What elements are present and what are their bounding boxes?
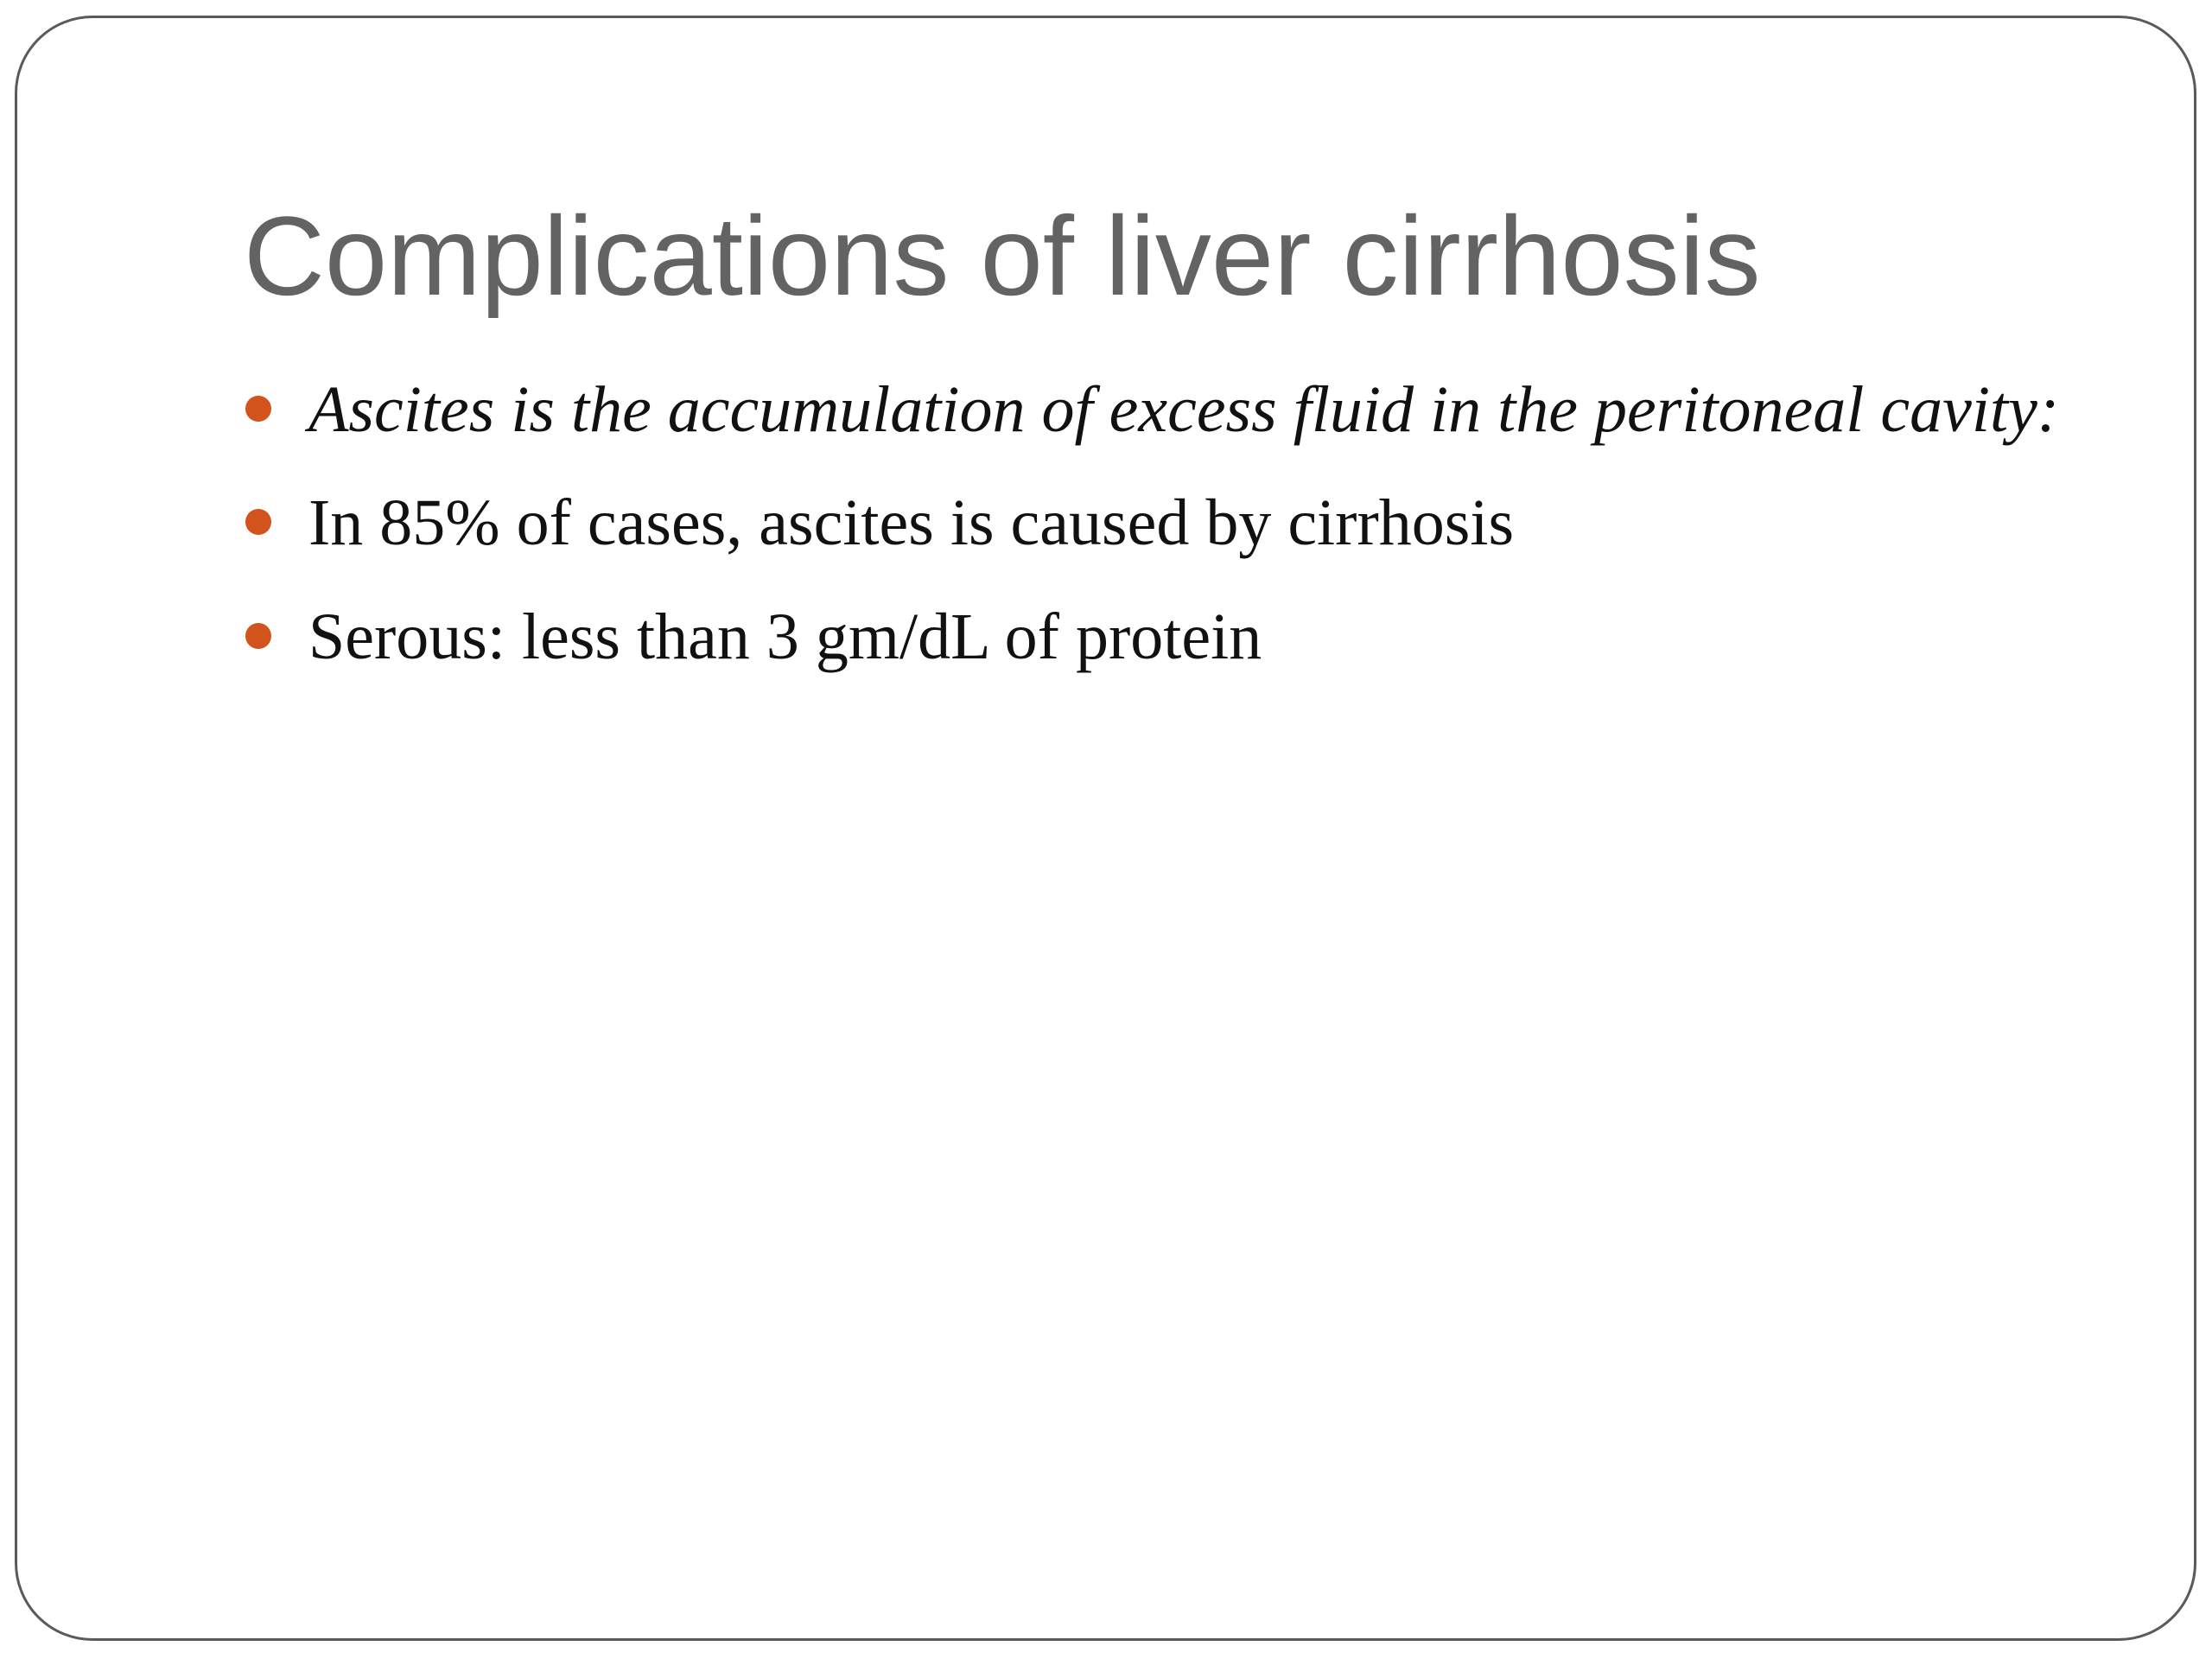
bullet-text: Serous: less than 3 gm/dL of protein — [308, 601, 1262, 673]
bullet-text: Ascites is the accumulation of excess fluid in the peritoneal cavity: — [308, 373, 2060, 446]
bullet-dot-icon — [245, 623, 271, 649]
slide-title: Complications of liver cirrhosis — [244, 193, 1761, 319]
bullet-dot-icon — [245, 509, 271, 535]
bullet-dot-icon — [245, 396, 271, 422]
bullet-text: In 85% of cases, ascites is caused by cirrhosis — [308, 486, 1515, 559]
